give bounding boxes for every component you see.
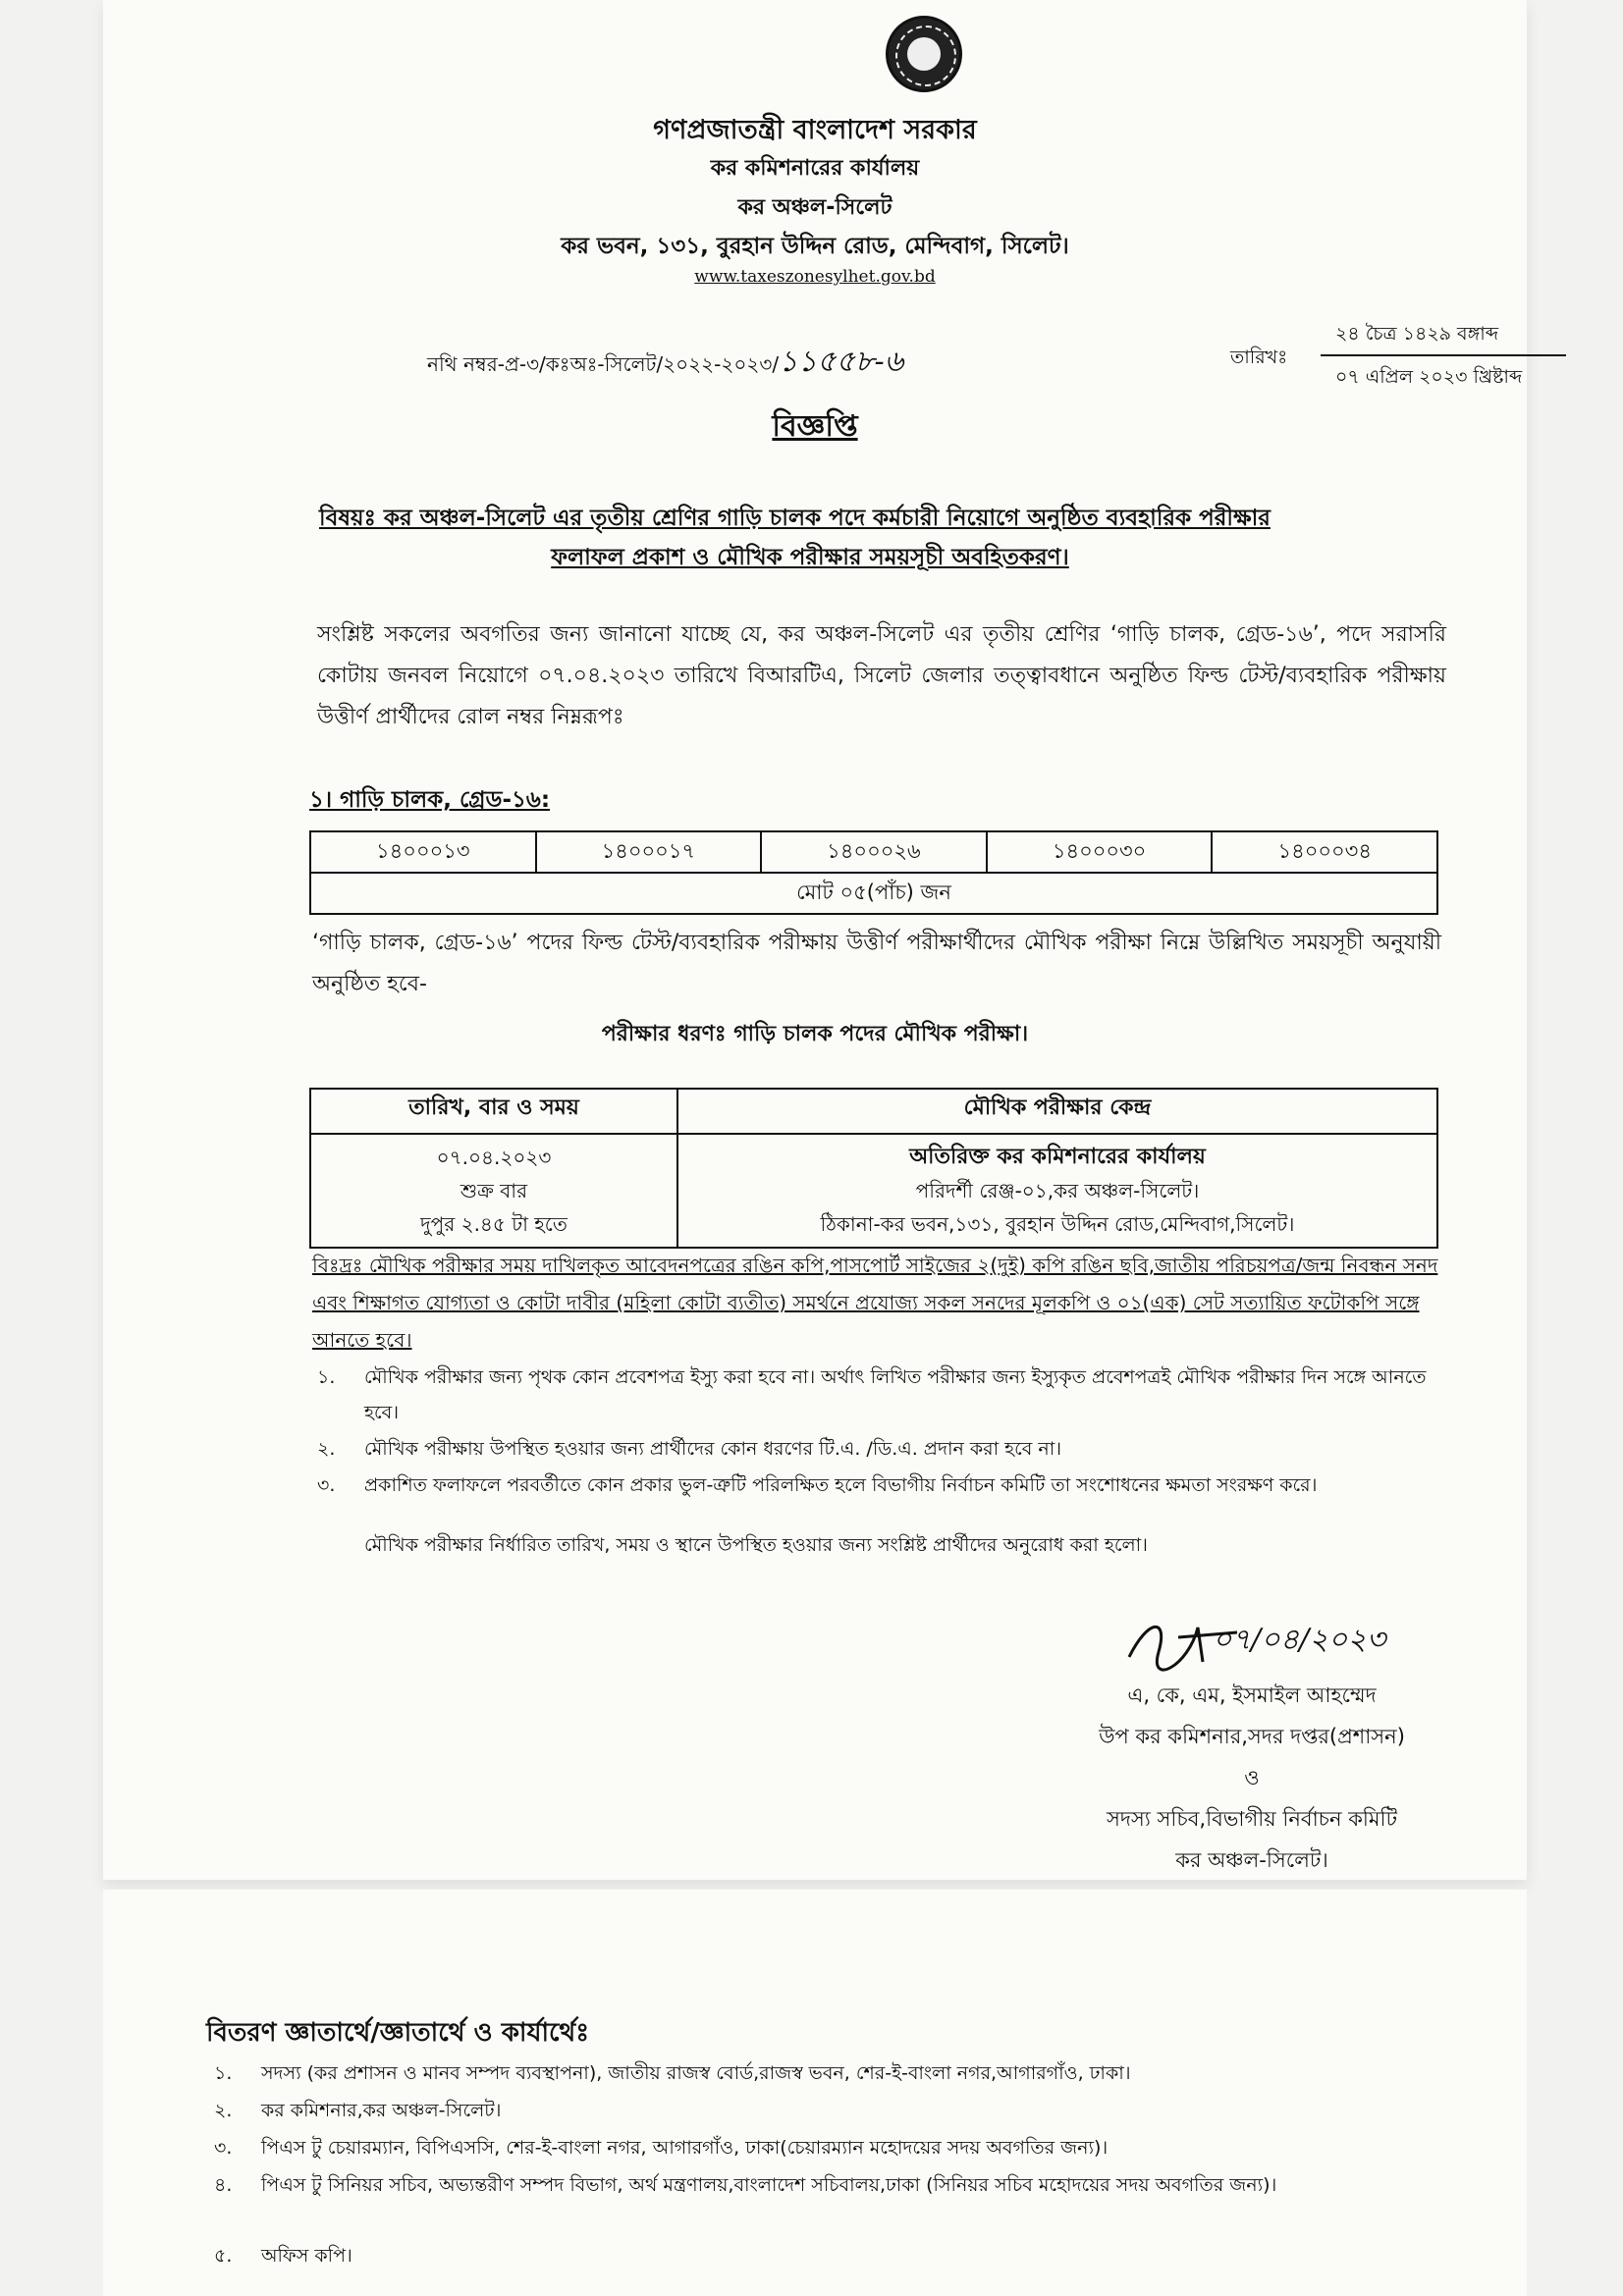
table-row xyxy=(310,873,1437,914)
list-text: কর কমিশনার,কর অঞ্চল-সিলেট। xyxy=(261,2100,502,2121)
intro-paragraph: সংশ্লিষ্ট সকলের অবগতির জন্য জানানো যাচ্ছে যে, কর অঞ্চল-সিলেট এর তৃতীয় শ্রেণির ‘গাড়ি চালক, গ্রেড-১৬’, পদে সরাসরি কোটায় জনবল নিয়োগে ০৭.০৪.২০২৩ তারিখে বিআরটিএ, সিলেট জেলার তত্ত্বাবধানে অনুষ্ঠিত ফিল্ড টেস্ট/ব্যবহারিক পরীক্ষায় উত্তীর্ণ প্রার্থীদের রোল নম্বর নিম্নরূপঃ xyxy=(317,622,1446,729)
date-bangla: ২৪ চৈত্র ১৪২৯ বঙ্গাব্দ xyxy=(1335,323,1499,345)
schedule-table xyxy=(309,1088,1438,1249)
list-text: মৌখিক পরীক্ষায় উপস্থিত হওয়ার জন্য প্রার্থীদের কোন ধরণের টি.এ. /ডি.এ. প্রদান করা হবে না। xyxy=(364,1438,1062,1460)
schedule-intro: ‘গাড়ি চালক, গ্রেড-১৬’ পদের ফিল্ড টেস্ট/ব্যবহারিক পরীক্ষায় উত্তীর্ণ পরীক্ষার্থীদের মৌখিক পরীক্ষা নিম্নে উল্লিখিত সময়সূচী অনুযায়ী অনুষ্ঠিত হবে- xyxy=(312,931,1441,996)
exam-address: ঠিকানা-কর ভবন,১৩১, বুরহান উদ্দিন রোড,মেন্দিবাগ,সিলেট। xyxy=(820,1212,1295,1236)
office-name: কর কমিশনারের কার্যালয় xyxy=(710,156,920,181)
signatory-title: উপ কর কমিশনার,সদর দপ্তর(প্রশাসন) xyxy=(1099,1725,1405,1748)
list-text: প্রকাশিত ফলাফলে পরবর্তীতে কোন প্রকার ভুল-ত্রুটি পরিলক্ষিত হলে বিভাগীয় নির্বাচন কমিটি তা সংশোধনের ক্ষমতা সংরক্ষণ করে। xyxy=(364,1474,1318,1496)
column-header-center: মৌখিক পরীক্ষার কেন্দ্র xyxy=(677,1089,1437,1134)
roll-cell: ১৪০০০১৩ xyxy=(310,831,536,873)
memo-handwritten: ১১৫৫৮-৬ xyxy=(779,345,904,379)
list-number: ২. xyxy=(214,2100,233,2121)
closing-request: মৌখিক পরীক্ষার নির্ধারিত তারিখ, সময় ও স্থানে উপস্থিত হওয়ার জন্য সংশ্লিষ্ট প্রার্থীদের অনুরোধ করা হলো। xyxy=(364,1534,1148,1556)
document-page xyxy=(103,0,1527,1880)
list-number: ৪. xyxy=(214,2174,233,2196)
zone-name: কর অঞ্চল-সিলেট xyxy=(737,195,893,220)
list-text: পিএস টু সিনিয়র সচিব, অভ্যন্তরীণ সম্পদ বিভাগ, অর্থ মন্ত্রণালয়,বাংলাদেশ সচিবালয়,ঢাকা (সিনিয়র সচিব মহোদয়ের সদয় অবগতির জন্য)। xyxy=(261,2174,1277,2196)
office-address: কর ভবন, ১৩১, বুরহান উদ্দিন রোড, মেন্দিবাগ, সিলেট। xyxy=(561,234,1069,259)
exam-day: শুক্র বার xyxy=(460,1179,528,1202)
schedule-center-cell xyxy=(677,1134,1437,1248)
signatory-zone: কর অঞ্চল-সিলেট। xyxy=(1175,1848,1328,1872)
exam-date: ০৭.০৪.২০২৩ xyxy=(436,1146,552,1169)
roll-cell: ১৪০০০৩৪ xyxy=(1212,831,1437,873)
list-number: ১. xyxy=(214,2062,233,2084)
signatory-and: ও xyxy=(1244,1766,1260,1789)
government-seal-icon xyxy=(886,16,962,92)
signatory-title-2: সদস্য সচিব,বিভাগীয় নির্বাচন কমিটি xyxy=(1106,1807,1398,1831)
subject-line-1: বিষয়ঃ কর অঞ্চল-সিলেট এর তৃতীয় শ্রেণির গাড়ি চালক পদে কর্মচারী নিয়োগে অনুষ্ঠিত ব্যবহারিক পরীক্ষার xyxy=(319,506,1271,531)
column-header-date: তারিখ, বার ও সময় xyxy=(310,1089,677,1134)
total-cell: মোট ০৫(পাঁচ) জন xyxy=(310,873,1437,914)
important-note: বিঃদ্রঃ মৌখিক পরীক্ষার সময় দাখিলকৃত আবেদনপত্রের রঙিন কপি,পাসপোর্ট সাইজের ২(দুই) কপি রঙিন ছবি,জাতীয় পরিচয়পত্র/জন্ম নিবন্ধন সনদ এবং শিক্ষাগত যোগ্যতা ও কোটা দাবীর (মহিলা কোটা ব্যতীত) সমর্থনে প্রযোজ্য সকল সনদের মূলকপি ও ০১(এক) সেট সত্যায়িত ফটোকপি সঙ্গে আনতে হবে। xyxy=(312,1254,1438,1352)
notice-title: বিজ্ঞপ্তি xyxy=(772,409,858,444)
list-text: মৌখিক পরীক্ষার জন্য পৃথক কোন প্রবেশপত্র ইস্যু করা হবে না। অর্থাৎ লিখিত পরীক্ষার জন্য ইস্যুকৃত প্রবেশপত্রই মৌখিক পরীক্ষার দিন সঙ্গে আনতে হবে। xyxy=(364,1366,1427,1423)
exam-type: পরীক্ষার ধরণঃ গাড়ি চালক পদের মৌখিক পরীক্ষা। xyxy=(601,1022,1029,1046)
exam-time: দুপুর ২.৪৫ টা হতে xyxy=(420,1212,568,1236)
date-label: তারিখঃ xyxy=(1230,347,1288,368)
roll-cell: ১৪০০০১৭ xyxy=(536,831,762,873)
date-divider xyxy=(1321,354,1566,356)
list-text: সদস্য (কর প্রশাসন ও মানব সম্পদ ব্যবস্থাপনা), জাতীয় রাজস্ব বোর্ড,রাজস্ব ভবন, শের-ই-বাংলা নগর,আগারগাঁও, ঢাকা। xyxy=(261,2062,1131,2084)
list-number: ৫. xyxy=(214,2245,233,2267)
section-heading: ১। গাড়ি চালক, গ্রেড-১৬: xyxy=(309,787,551,813)
exam-range: পরিদর্শী রেঞ্জ-০১,কর অঞ্চল-সিলেট। xyxy=(915,1179,1200,1202)
table-header-row xyxy=(310,1089,1437,1134)
table-row xyxy=(310,1134,1437,1248)
list-number: ২. xyxy=(317,1438,336,1460)
subject xyxy=(319,499,1438,577)
list-text: অফিস কপি। xyxy=(261,2245,352,2267)
exam-center: অতিরিক্ত কর কমিশনারের কার্যালয় xyxy=(909,1145,1206,1169)
memo-number xyxy=(427,338,903,388)
table-row xyxy=(310,831,1437,873)
schedule-date-cell xyxy=(310,1134,677,1248)
signature-date: ০৭/০৪/২০২৩ xyxy=(1213,1623,1386,1657)
date-english: ০৭ এপ্রিল ২০২৩ খ্রিষ্টাব্দ xyxy=(1335,366,1523,388)
roll-cell: ১৪০০০৩০ xyxy=(987,831,1213,873)
government-name: গণপ্রজাতন্ত্রী বাংলাদেশ সরকার xyxy=(653,115,977,145)
list-number: ৩. xyxy=(317,1474,336,1496)
memo-label: নথি নম্বর-প্র-৩/কঃঅঃ-সিলেট/২০২২-২০২৩/ xyxy=(427,352,780,376)
list-number: ৩. xyxy=(214,2137,233,2159)
signature-block xyxy=(938,1675,1566,1881)
list-text: পিএস টু চেয়ারম্যান, বিপিএসসি, শের-ই-বাংলা নগর, আগারগাঁও, ঢাকা(চেয়ারম্যান মহোদয়ের সদয় অবগতির জন্য)। xyxy=(261,2137,1109,2159)
list-number: ১. xyxy=(317,1366,336,1388)
distribution-title: বিতরণ জ্ঞাতার্থে/জ্ঞাতার্থে ও কার্যার্থেঃ xyxy=(206,2018,590,2048)
subject-line-2: ফলাফল প্রকাশ ও মৌখিক পরীক্ষার সময়সূচী অবহিতকরণ। xyxy=(551,545,1069,570)
signatory-name: এ, কে, এম, ইসমাইল আহম্মেদ xyxy=(1127,1683,1377,1707)
website-link[interactable]: www.taxeszonesylhet.gov.bd xyxy=(694,267,936,287)
roll-table xyxy=(309,830,1438,915)
roll-cell: ১৪০০০২৬ xyxy=(761,831,987,873)
